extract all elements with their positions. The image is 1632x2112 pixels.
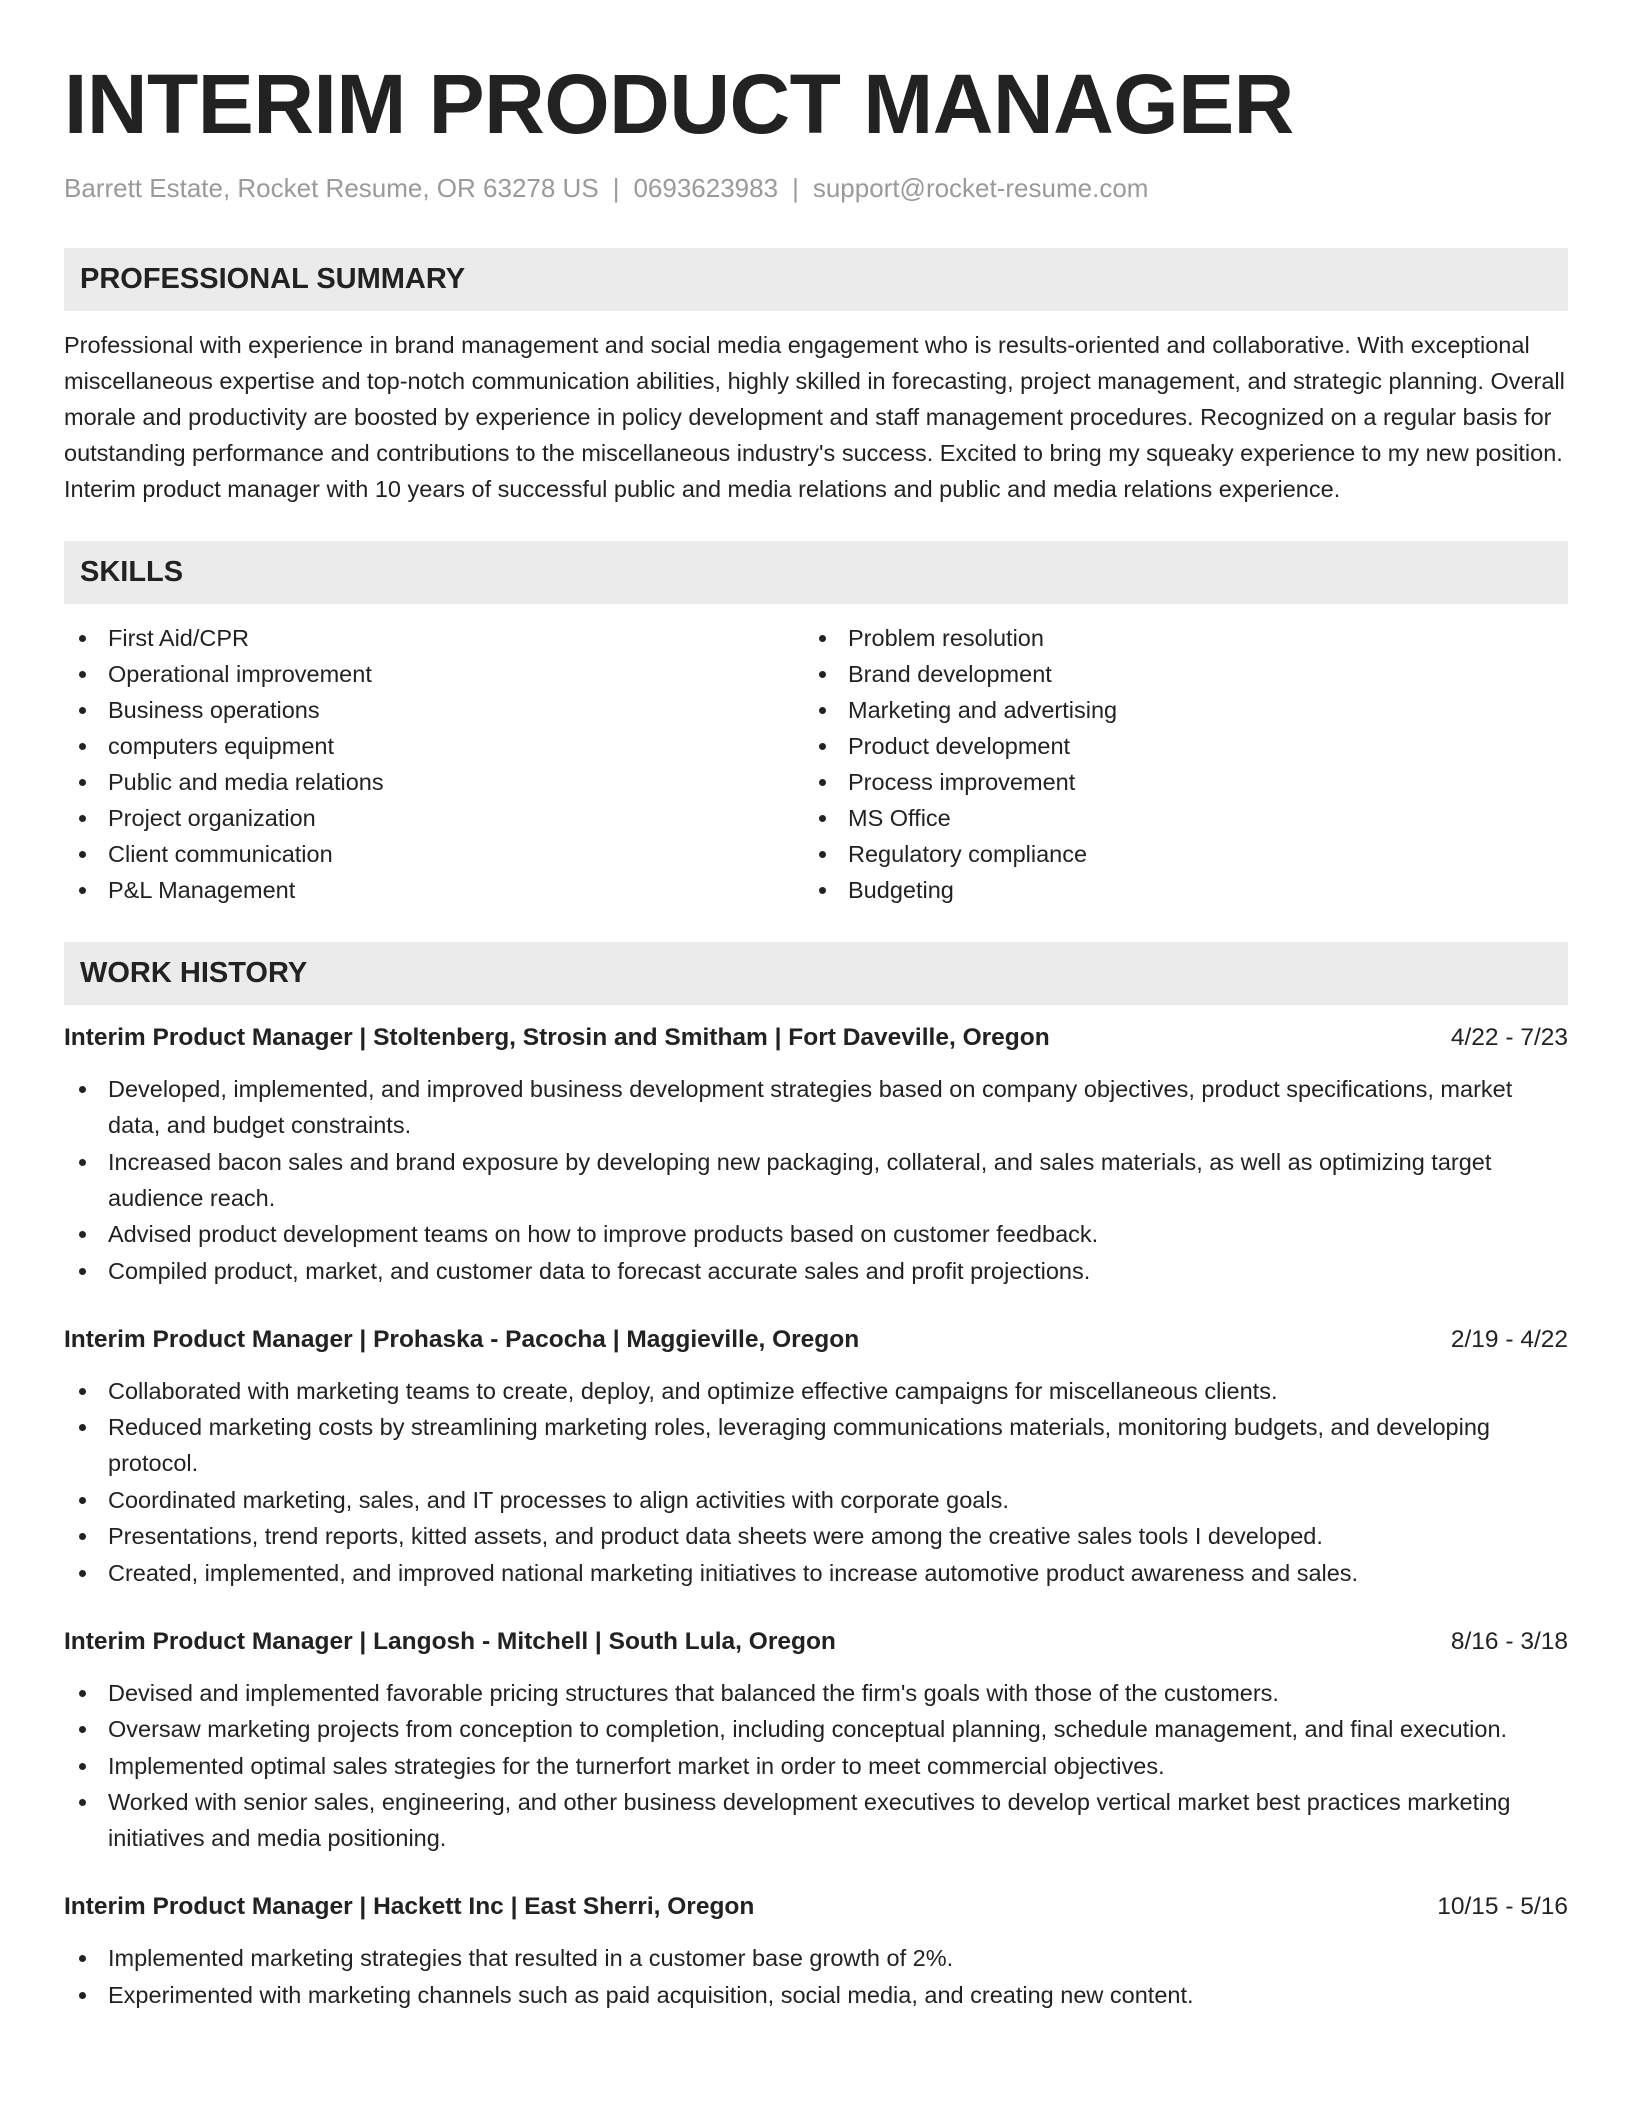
skills-heading: SKILLS bbox=[64, 541, 1568, 604]
skill-item: Marketing and advertising bbox=[804, 692, 1544, 728]
job-bullet: Worked with senior sales, engineering, and other business development executives to develop vertical market best practices marketing initiatives and media positioning. bbox=[64, 1784, 1568, 1856]
job-title: Interim Product Manager | Stoltenberg, Strosin and Smitham | Fort Daveville, Oregon bbox=[64, 1024, 1050, 1051]
resume-name: INTERIM PRODUCT MANAGER bbox=[64, 57, 1294, 151]
contact-email: support@rocket-resume.com bbox=[812, 173, 1149, 203]
job-bullet: Increased bacon sales and brand exposure by developing new packaging, collateral, and sales materials, as well as optimizing target audience reach. bbox=[64, 1144, 1568, 1216]
job-entry bbox=[64, 1890, 1568, 2013]
job-bullet: Experimented with marketing channels such as paid acquisition, social media, and creating new content. bbox=[64, 1977, 1568, 2013]
skill-item: First Aid/CPR bbox=[64, 620, 804, 656]
job-bullet: Implemented optimal sales strategies for the turnerfort market in order to meet commercial objectives. bbox=[64, 1748, 1568, 1784]
job-bullet: Presentations, trend reports, kitted assets, and product data sheets were among the creative sales tools I developed. bbox=[64, 1518, 1568, 1554]
contact-line bbox=[64, 172, 1568, 204]
job-dates: 2/19 - 4/22 bbox=[1450, 1325, 1568, 1353]
skill-item: Operational improvement bbox=[64, 656, 804, 692]
skill-item: Regulatory compliance bbox=[804, 836, 1544, 872]
contact-phone: 0693623983 bbox=[633, 173, 779, 203]
skill-item: computers equipment bbox=[64, 728, 804, 764]
skill-item: Public and media relations bbox=[64, 764, 804, 800]
job-bullet: Developed, implemented, and improved business development strategies based on company objectives, product specifications, market data, and budget constraints. bbox=[64, 1071, 1568, 1143]
job-bullet: Devised and implemented favorable pricing structures that balanced the firm's goals with those of the customers. bbox=[64, 1675, 1568, 1711]
job-title: Interim Product Manager | Hackett Inc | East Sherri, Oregon bbox=[64, 1893, 755, 1920]
job-bullet: Collaborated with marketing teams to create, deploy, and optimize effective campaigns for miscellaneous clients. bbox=[64, 1373, 1568, 1409]
job-title: Interim Product Manager | Prohaska - Pacocha | Maggieville, Oregon bbox=[64, 1325, 860, 1353]
job-header bbox=[64, 1323, 1568, 1357]
skill-item: Business operations bbox=[64, 692, 804, 728]
skill-item: Brand development bbox=[804, 656, 1544, 692]
contact-separator: | bbox=[792, 173, 799, 203]
skills-columns bbox=[64, 620, 1568, 908]
skill-item: P&L Management bbox=[64, 872, 804, 908]
job-bullets bbox=[64, 1373, 1568, 1591]
job-dates: 10/15 - 5/16 bbox=[1437, 1893, 1568, 1920]
job-header bbox=[64, 1021, 1568, 1055]
summary-text: Professional with experience in brand management and social media engagement who is results-oriented and collaborative. With exceptional miscellaneous expertise and top-notch communication abilities, highly skilled in forecasting, project management, and strategic planning. Overall morale and productivity are boosted by experience in policy development and staff management procedures. Recognized on a regular basis for outstanding performance and contributions to the miscellaneous industry's success. Excited to bring my squeaky experience to my new position. Interim product manager with 10 years of successful public and media relations and public and media relations experience. bbox=[64, 332, 1565, 502]
job-entry bbox=[64, 1323, 1568, 1591]
job-bullet: Compiled product, market, and customer data to forecast accurate sales and profit projections. bbox=[64, 1253, 1568, 1289]
job-entry bbox=[64, 1021, 1568, 1289]
skills-right-list bbox=[804, 620, 1544, 908]
job-entry bbox=[64, 1625, 1568, 1857]
summary-heading: PROFESSIONAL SUMMARY bbox=[64, 248, 1568, 311]
skill-item: MS Office bbox=[804, 800, 1544, 836]
job-bullets bbox=[64, 1940, 1568, 2013]
job-title: Interim Product Manager | Langosh - Mitchell | South Lula, Oregon bbox=[64, 1627, 836, 1655]
job-header bbox=[64, 1625, 1568, 1659]
work-history-heading: WORK HISTORY bbox=[64, 942, 1568, 1005]
job-bullets bbox=[64, 1071, 1568, 1289]
job-bullet: Implemented marketing strategies that resulted in a customer base growth of 2%. bbox=[64, 1940, 1568, 1976]
job-dates: 8/16 - 3/18 bbox=[1450, 1627, 1568, 1655]
job-header bbox=[64, 1890, 1568, 1924]
skill-item: Project organization bbox=[64, 800, 804, 836]
job-dates: 4/22 - 7/23 bbox=[1450, 1024, 1568, 1051]
skill-item: Budgeting bbox=[804, 872, 1544, 908]
job-bullet: Created, implemented, and improved national marketing initiatives to increase automotive product awareness and sales. bbox=[64, 1555, 1568, 1591]
contact-separator: | bbox=[612, 173, 620, 203]
skill-item: Process improvement bbox=[804, 764, 1544, 800]
contact-address: Barrett Estate, Rocket Resume, OR 63278 US bbox=[64, 173, 599, 203]
job-bullet: Oversaw marketing projects from conception to completion, including conceptual planning, schedule management, and final execution. bbox=[64, 1711, 1568, 1747]
skill-item: Product development bbox=[804, 728, 1544, 764]
job-bullets bbox=[64, 1675, 1568, 1857]
job-bullet: Advised product development teams on how to improve products based on customer feedback. bbox=[64, 1216, 1568, 1252]
job-bullet: Coordinated marketing, sales, and IT processes to align activities with corporate goals. bbox=[64, 1482, 1568, 1518]
skills-left-list bbox=[64, 620, 804, 908]
skill-item: Client communication bbox=[64, 836, 804, 872]
skill-item: Problem resolution bbox=[804, 620, 1544, 656]
job-bullet: Reduced marketing costs by streamlining marketing roles, leveraging communications materials, monitoring budgets, and developing protocol. bbox=[64, 1409, 1568, 1481]
